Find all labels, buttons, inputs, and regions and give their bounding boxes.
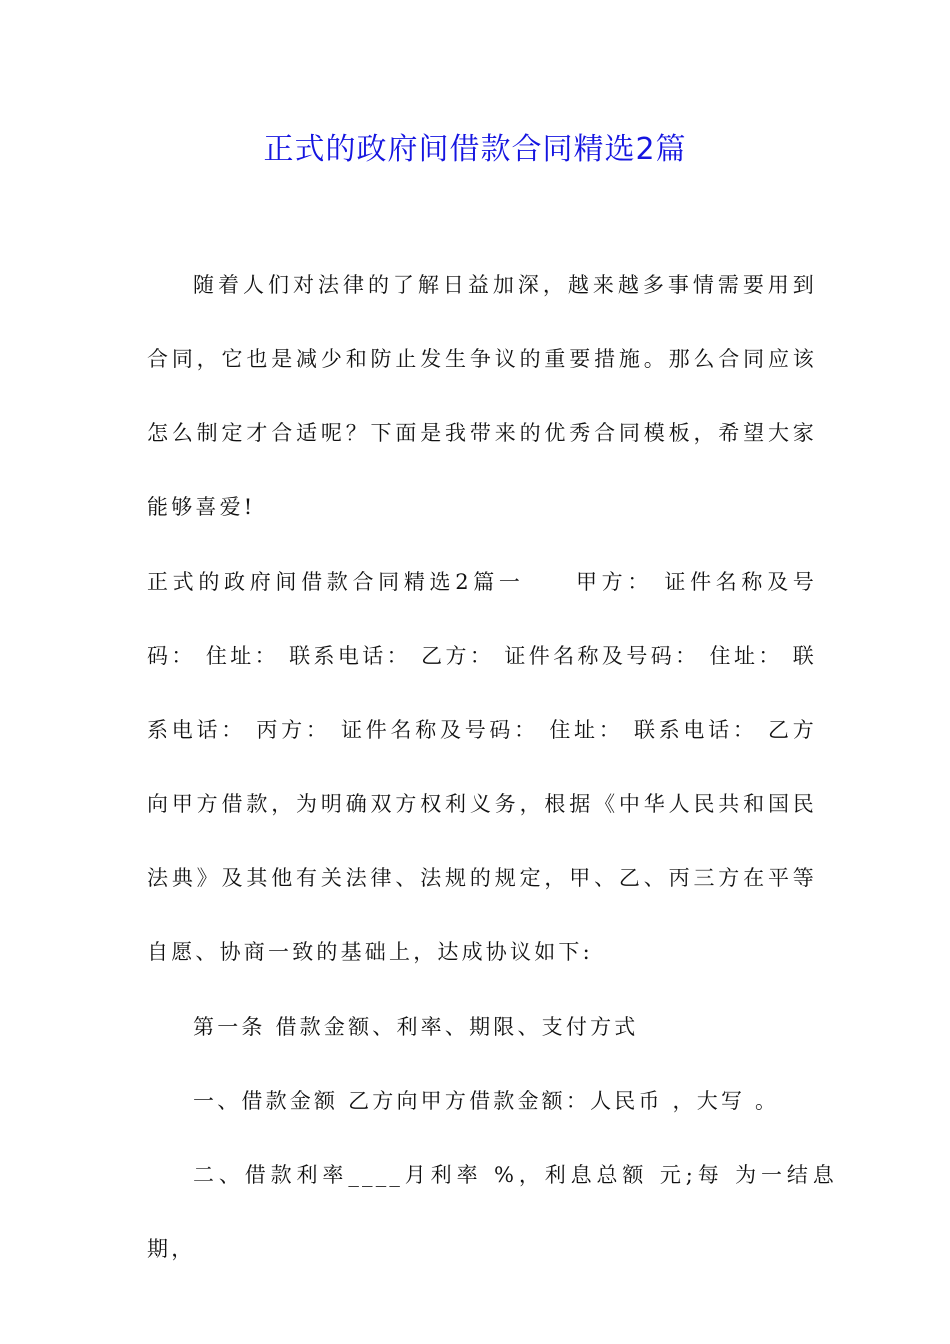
loan-amount-clause: 一、借款金额 乙方向甲方借款金额：人民币 ，大写 。 — [193, 1089, 780, 1113]
contract-parties-paragraph: 正式的政府间借款合同精选2篇一 甲方： 证件名称及号码： 住址： 联系电话： 乙方： 证件名称及号码： 住址： 联系电话： 丙方： 证件名称及号码： 住址： 联系电话： 乙方向甲方借款，为明确双方权利义务，根据《中华人民共和国民法典》及其他有关法律、法规的规定，甲、乙、丙三方在平等自愿、协商一致的基础上，达成协议如下: — [147, 570, 817, 964]
document-title: 正式的政府间借款合同精选2篇 — [263, 132, 687, 167]
article-one-heading: 第一条 借款金额、利率、期限、支付方式 — [193, 1015, 639, 1039]
intro-paragraph: 随着人们对法律的了解日益加深，越来越多事情需要用到合同，它也是减少和防止发生争议的重要措施。那么合同应该怎么制定才合适呢？下面是我带来的优秀合同模板，希望大家能够喜爱! — [147, 273, 817, 519]
interest-rate-clause: 二、借款利率____月利率 %，利息总额 元;每 为一结息期， — [147, 1163, 837, 1261]
